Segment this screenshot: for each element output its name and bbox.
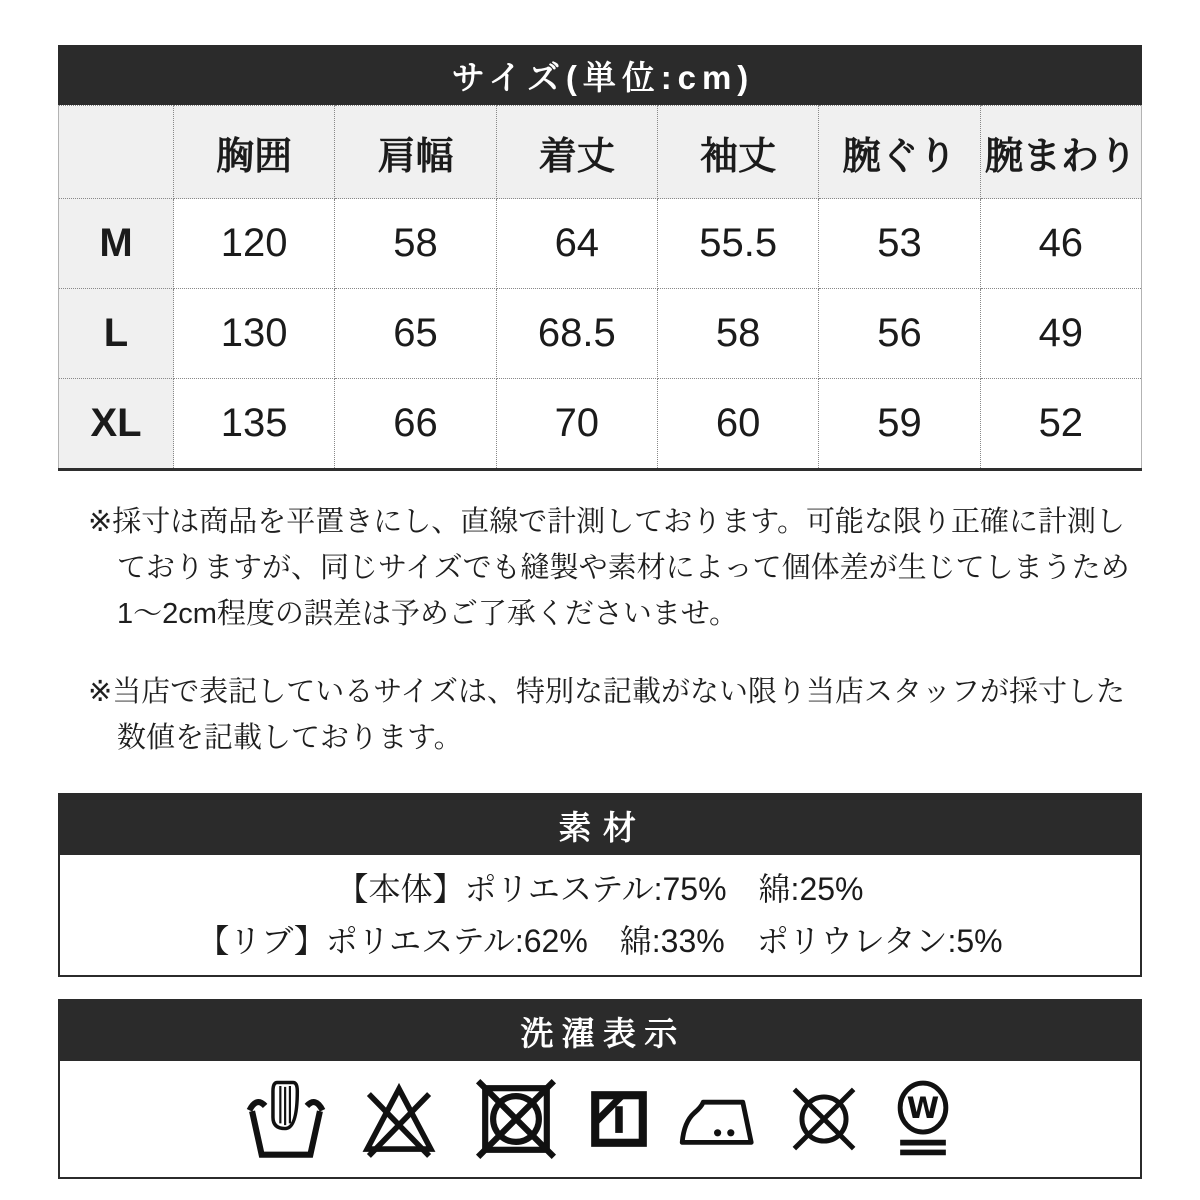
measurement-cell: 65 xyxy=(335,289,496,379)
notes-section xyxy=(58,499,1142,761)
size-row-label: L xyxy=(59,289,174,379)
measurement-cell: 70 xyxy=(496,379,657,470)
page-root xyxy=(58,0,1142,1179)
material-section xyxy=(58,793,1142,977)
line-dry-in-shade-icon xyxy=(590,1090,648,1148)
do-not-tumble-dry-icon xyxy=(472,1075,560,1163)
size-row-label: XL xyxy=(59,379,174,470)
column-header-length: 着丈 xyxy=(496,106,657,199)
laundry-icons-row xyxy=(60,1061,1140,1177)
size-table xyxy=(58,105,1142,471)
do-not-dry-clean-icon xyxy=(786,1081,862,1157)
measurement-cell: 58 xyxy=(335,199,496,289)
hand-wash-icon xyxy=(246,1075,326,1163)
measurement-cell: 120 xyxy=(174,199,335,289)
column-header-armhole: 腕ぐり xyxy=(819,106,980,199)
material-title: 素材 xyxy=(558,808,648,846)
size-title-bar xyxy=(58,45,1142,105)
note-staff-measurement xyxy=(88,669,1125,761)
measurement-cell: 52 xyxy=(980,379,1141,470)
note-measurement-disclaimer xyxy=(88,499,1130,637)
corner-cell xyxy=(59,106,174,199)
size-row-label: M xyxy=(59,199,174,289)
column-header-shoulder: 肩幅 xyxy=(335,106,496,199)
laundry-section xyxy=(58,999,1142,1179)
measurement-cell: 130 xyxy=(174,289,335,379)
do-not-bleach-icon xyxy=(356,1075,442,1163)
material-line-body: 【本体】ポリエステル:75% 綿:25% xyxy=(336,871,864,907)
measurement-cell: 46 xyxy=(980,199,1141,289)
measurement-cell: 55.5 xyxy=(657,199,818,289)
size-row-l xyxy=(59,289,1142,379)
measurement-cell: 53 xyxy=(819,199,980,289)
material-title-bar xyxy=(60,795,1140,855)
laundry-title-bar xyxy=(60,1001,1140,1061)
column-header-chest: 胸囲 xyxy=(174,106,335,199)
material-line-rib: 【リブ】ポリエステル:62% 綿:33% ポリウレタン:5% xyxy=(197,923,1003,959)
note-line: ※採寸は商品を平置きにし、直線で計測しております。可能な限り正確に計測し xyxy=(88,506,1125,538)
measurement-cell: 58 xyxy=(657,289,818,379)
size-section xyxy=(58,45,1142,471)
size-row-xl xyxy=(59,379,1142,470)
size-title: サイズ(単位:cm) xyxy=(451,58,755,96)
size-row-m xyxy=(59,199,1142,289)
measurement-cell: 49 xyxy=(980,289,1141,379)
note-line: ておりますが、同じサイズでも縫製や素材によって個体差が生じてしまうため xyxy=(117,552,1130,584)
iron-medium-heat-icon xyxy=(678,1089,756,1149)
column-header-sleeve: 袖丈 xyxy=(657,106,818,199)
size-table-header-row xyxy=(59,106,1142,199)
laundry-title: 洗濯表示 xyxy=(520,1014,686,1052)
note-line: ※当店で表記しているサイズは、特別な記載がない限り当店スタッフが採寸した xyxy=(88,676,1125,708)
material-body xyxy=(60,855,1140,975)
note-line: 数値を記載しております。 xyxy=(117,722,463,754)
measurement-cell: 135 xyxy=(174,379,335,470)
measurement-cell: 59 xyxy=(819,379,980,470)
measurement-cell: 64 xyxy=(496,199,657,289)
measurement-cell: 68.5 xyxy=(496,289,657,379)
wet-clean-very-gentle-icon xyxy=(892,1078,954,1160)
measurement-cell: 66 xyxy=(335,379,496,470)
measurement-cell: 56 xyxy=(819,289,980,379)
note-line: 1〜2cm程度の誤差は予めご了承くださいませ。 xyxy=(117,598,739,630)
column-header-arm-width: 腕まわり xyxy=(980,106,1141,199)
wet-clean-letter: W xyxy=(906,1091,940,1126)
measurement-cell: 60 xyxy=(657,379,818,470)
